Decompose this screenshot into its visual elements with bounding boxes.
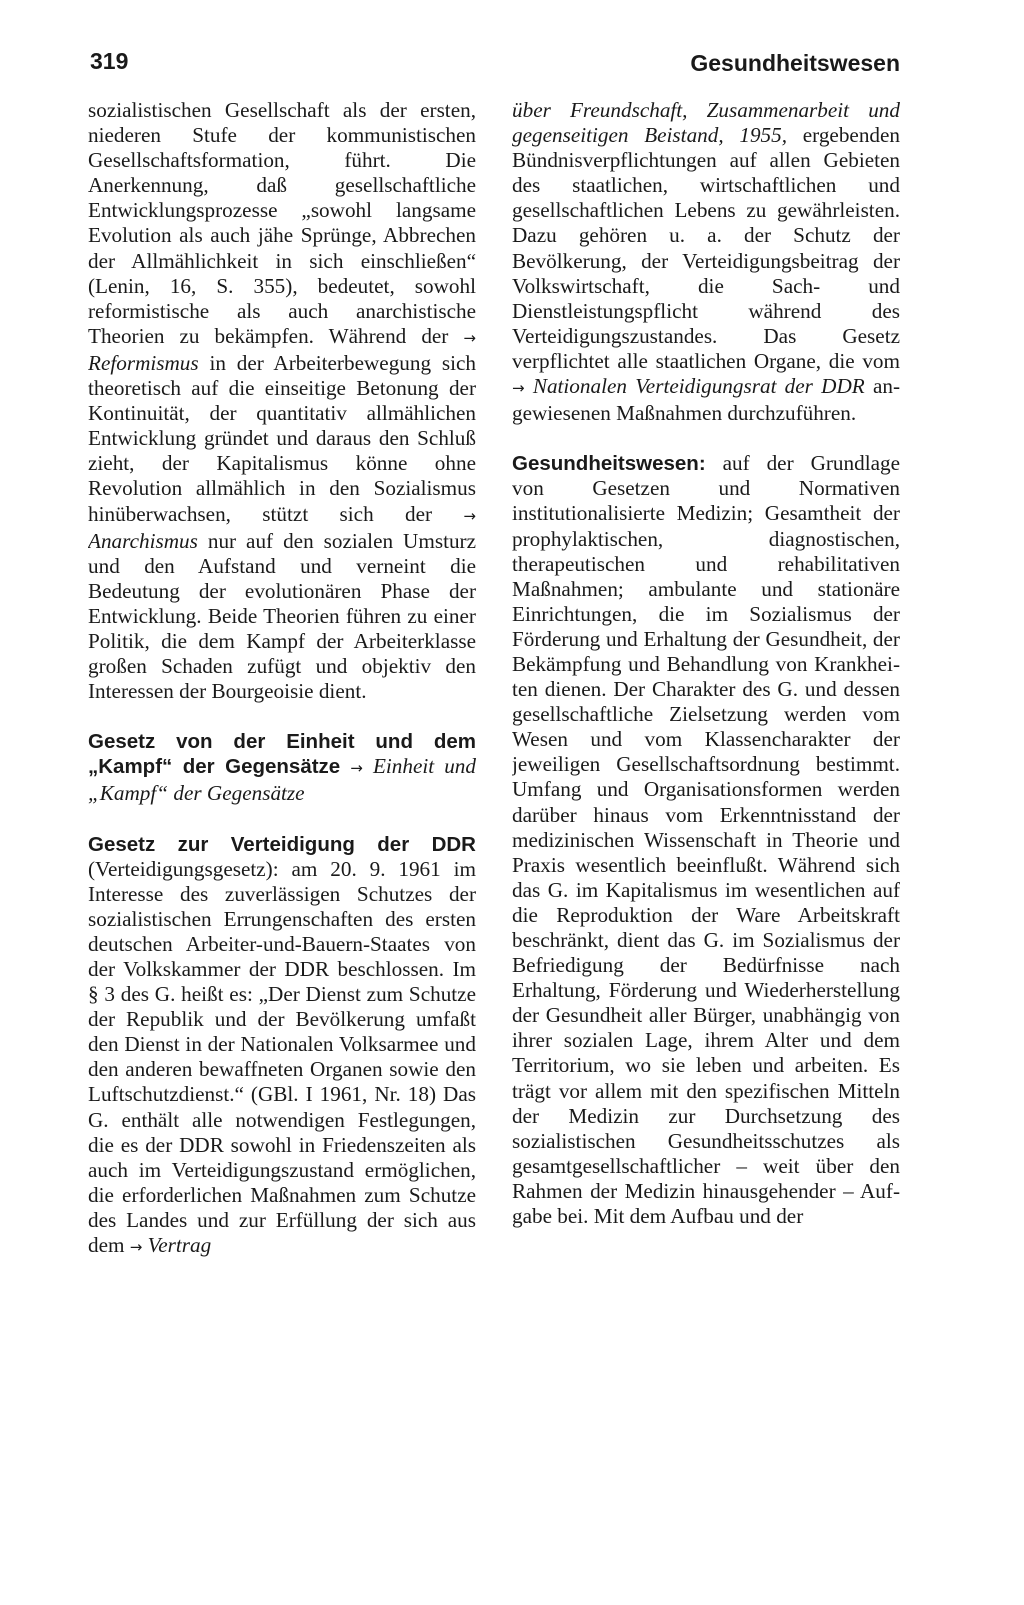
- cross-reference-arrow-icon: →: [463, 328, 476, 347]
- entry-gesundheitswesen: [512, 451, 900, 1229]
- page-number: 319: [90, 48, 129, 74]
- right-column: [512, 98, 900, 1578]
- cross-reference-vertrag: Vertrag: [147, 1233, 212, 1258]
- entry-headword: Gesetz von der Einheit und dem „Kampf“ der Gegensätze: [88, 730, 476, 779]
- cross-reference-vertrag-continuation: über Freundschaft, Zusammenarbeit und gegenseitigen Beistand, 1955,: [512, 98, 900, 148]
- entry-headword: Gesundheitswesen:: [512, 452, 706, 476]
- cross-reference-reformismus: Reformismus: [88, 350, 199, 375]
- body-text: ergebenden Bündnisverpflichtungen auf allen Gebieten des staatlichen, wirtschaftlichen und gesellschaftlichen Lebens zu gewährleisten. Dazu gehören u. a. der Schutz der Bevölkerung, der Verteidigungsbeitrag der Volkswirtschaft, die Sach- und Dienstleistungspflicht während des Verteidigungszustandes. Das Gesetz verpflichtet alle staatlichen Organe, die vom: [512, 123, 900, 373]
- cross-reference-verteidigungsrat: Nationalen Verteidigungsrat der DDR: [532, 374, 865, 399]
- body-text: angewiesenen Maßnahmen durchzuführen.: [512, 374, 900, 426]
- body-text: sozialistischen Gesellschaft als der ersten, niederen Stufe der kommunistischen Gesellschaftsformation, führt. Die Anerkennung, daß gesellschaftliche Entwicklungsprozesse „sowohl langsame Evolution als auch jähe Sprünge, Abbrechen der Allmählichkeit in sich einschließen“ (Lenin, 16, S. 355), bedeutet, sowohl reformistische als auch anarchistische Theorien zu bekämpfen. Während der: [88, 98, 476, 348]
- cross-reference-arrow-icon: →: [512, 379, 525, 398]
- cross-reference-einheit-kampf: Einheit und „Kampf“ der Gegensätze: [88, 754, 476, 806]
- running-head: [90, 48, 900, 88]
- left-column: [88, 98, 476, 1578]
- cross-reference-arrow-icon: →: [129, 1238, 143, 1257]
- cross-reference-arrow-icon: →: [463, 506, 476, 525]
- reformismus-entry-continuation: [88, 98, 476, 704]
- running-title: Gesundheitswesen: [690, 50, 900, 76]
- body-text: auf der Grundlage von Gesetzen und Normativen institutionalisierte Medizin; Gesamtheit der prophylaktischen, diagnostischen, therapeutischen und rehabilitativen Maßnahmen; ambulante und stationäre Einrichtungen, die im Sozialismus der Förderung und Erhaltung der Gesundheit, der Bekämpfung und Behandlung von Krankheiten dienen. Der Charakter des G. und dessen gesellschaftliche Zielsetzung werden vom Wesen und vom Klassencharakter der jeweiligen Gesellschaftsordnung bestimmt. Umfang und Organisationsformen werden darüber hinaus vom Erkenntnisstand der medizinischen Wissenschaft in Theorie und Praxis wesentlich beeinflußt. Während sich das G. im Kapitalismus im wesentlichen auf die Reproduktion der Ware Arbeitskraft beschränkt, dient das G. im Sozialismus der Befriedigung der Bedürfnisse nach Erhaltung, Förderung und Wiederherstellung der Gesundheit aller Bürger, unabhängig von ihrer sozialen Lage, ihrem Alter und dem Territorium, wo sie leben und arbeiten. Es trägt vor allem mit den spezifischen Mitteln der Medizin zur Durchsetzung des sozialistischen Gesundheitsschutzes als gesamtgesellschaftlicher – weit über den Rahmen der Medizin hinausgehender – Aufgabe bei. Mit dem Aufbau und der: [512, 451, 900, 1229]
- body-text: in der Arbeiterbewegung sich theoretisch auf die einseitige Betonung der Kontinuität, der quantitativ allmählichen Entwicklung gründet und daraus den Schluß zieht, der Kapitalismus könne ohne Revolution allmählich in den Sozialismus hinüberwachsen, stützt sich der: [88, 350, 476, 526]
- entry-gesetz-verteidigung: [88, 832, 476, 1261]
- verteidigung-entry-continuation: [512, 98, 900, 426]
- entry-gesetz-einheit-kampf: [88, 729, 476, 806]
- cross-reference-anarchismus: Anarchismus: [88, 528, 198, 553]
- body-text: (Verteidigungsgesetz): am 20. 9. 1961 im Interesse des zuverlässigen Schutzes der sozialistischen Errungenschaften des ersten deutschen Arbeiter-und-Bauern-Staates von der Volkskammer der DDR beschlossen. Im § 3 des G. heißt es: „Der Dienst zum Schutze der Republik und der Bevölkerung umfaßt den Dienst in der Nationalen Volksarmee und den anderen bewaffneten Organen sowie den Luftschutzdienst.“ (GBl. I 1961, Nr. 18) Das G. enthält alle notwendigen Festlegungen, die es der DDR sowohl in Friedenszeiten als auch im Verteidigungszustand ermöglichen, die erforderlichen Maßnahmen zum Schutze des Landes und zur Erfüllung der sich aus dem: [88, 856, 476, 1258]
- body-text: nur auf den sozialen Umsturz und den Aufstand und verneint die Bedeutung der evolutionären Phase der Entwicklung. Beide Theorien führen zu einer Politik, die dem Kampf der Arbeiterklasse großen Schaden zufügt und objektiv den Interessen der Bourgeoisie dient.: [88, 528, 476, 704]
- entry-headword: Gesetz zur Verteidigung der DDR: [88, 832, 476, 856]
- cross-reference-arrow-icon: →: [350, 759, 363, 778]
